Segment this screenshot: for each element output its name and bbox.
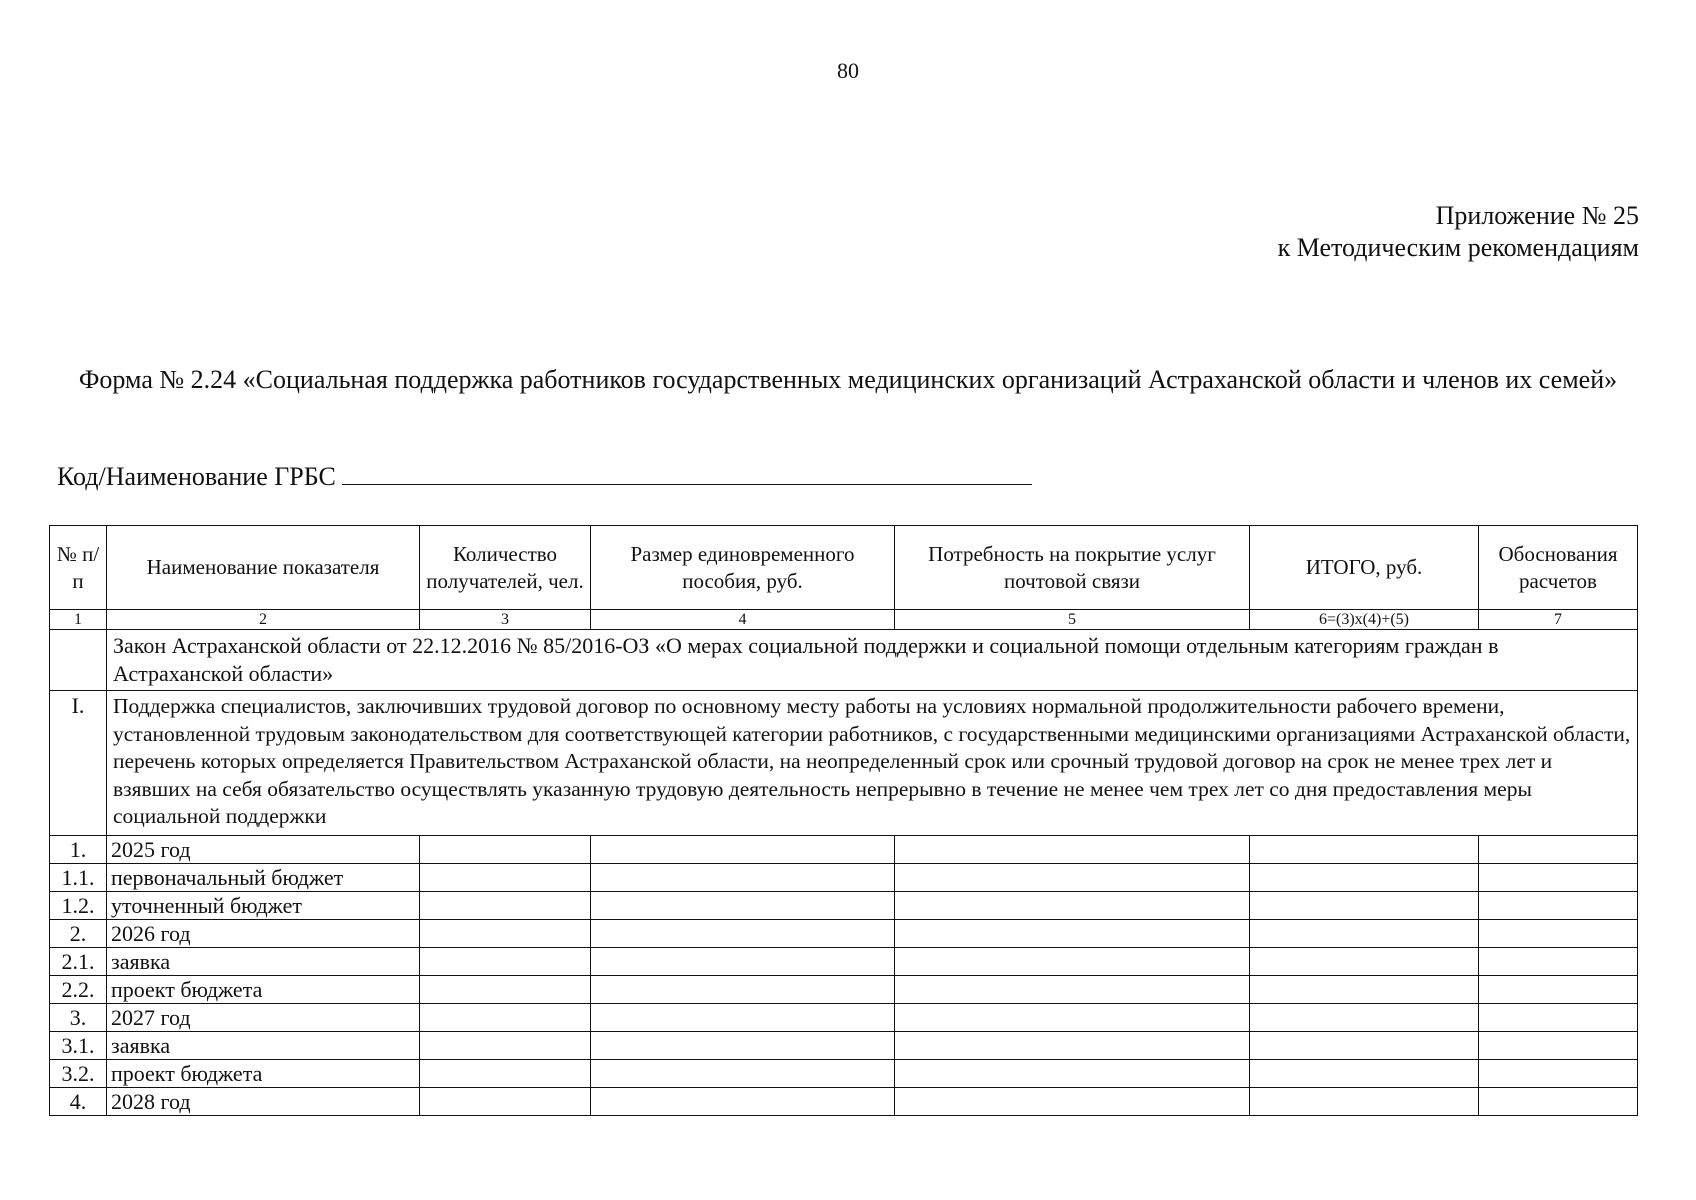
row-label: 2027 год <box>107 1004 420 1032</box>
row-label: уточненный бюджет <box>107 892 420 920</box>
table-row <box>50 836 1638 864</box>
row-recipients-cell <box>420 1004 591 1032</box>
row-justification-cell <box>1479 1060 1638 1088</box>
row-label: 2025 год <box>107 836 420 864</box>
table-row <box>50 976 1638 1004</box>
row-total-cell <box>1250 1004 1479 1032</box>
row-total-cell <box>1250 976 1479 1004</box>
appendix-line-2: к Методическим рекомендациям <box>1277 233 1639 262</box>
row-recipients-cell <box>420 864 591 892</box>
grbs-field <box>57 462 1032 492</box>
row-allowance-cell <box>591 892 895 920</box>
row-total-cell <box>1250 864 1479 892</box>
header-total: ИТОГО, руб. <box>1250 526 1479 610</box>
row-postal-cell <box>895 1088 1250 1116</box>
row-num: 3. <box>50 1004 107 1032</box>
row-postal-cell <box>895 892 1250 920</box>
colnum-cell: 7 <box>1479 610 1638 630</box>
table-row <box>50 1088 1638 1116</box>
row-recipients-cell <box>420 892 591 920</box>
table-row <box>50 1032 1638 1060</box>
row-total-cell <box>1250 1060 1479 1088</box>
row-justification-cell <box>1479 1032 1638 1060</box>
column-number-row <box>50 610 1638 630</box>
row-num: 2.2. <box>50 976 107 1004</box>
law-num-cell <box>50 630 107 691</box>
grbs-fill-line <box>342 462 1032 485</box>
row-label: первоначальный бюджет <box>107 864 420 892</box>
row-label: заявка <box>107 1032 420 1060</box>
row-total-cell <box>1250 948 1479 976</box>
row-justification-cell <box>1479 892 1638 920</box>
header-indicator: Наименование показателя <box>107 526 420 610</box>
header-num: № п/п <box>50 526 107 610</box>
row-recipients-cell <box>420 1032 591 1060</box>
row-postal-cell <box>895 1060 1250 1088</box>
row-allowance-cell <box>591 1060 895 1088</box>
row-num: 2. <box>50 920 107 948</box>
row-total-cell <box>1250 1032 1479 1060</box>
table-row <box>50 892 1638 920</box>
page-number: 80 <box>837 58 859 83</box>
row-label: проект бюджета <box>107 976 420 1004</box>
row-postal-cell <box>895 976 1250 1004</box>
row-postal-cell <box>895 836 1250 864</box>
row-allowance-cell <box>591 948 895 976</box>
appendix-line-1: Приложение № 25 <box>1435 201 1639 230</box>
row-allowance-cell <box>591 1004 895 1032</box>
row-postal-cell <box>895 864 1250 892</box>
row-justification-cell <box>1479 864 1638 892</box>
section-row <box>50 691 1638 836</box>
header-row <box>50 526 1638 610</box>
section-text: Поддержка специалистов, заключивших трудовой договор по основному месту работы на условиях нормальной продолжительности рабочего времени, установленной трудовым законодательством для соответствующей категории работников, с государственными медицинскими организациями Астраханской области, перечень которых определяется Правительством Астраханской области, на неопределенный срок или срочный трудовой договор на срок не менее трех лет и взявших на себя обязательство осуществлять указанную трудовую деятельность непрерывно в течение не менее чем трех лет со дня предоставления меры социальной поддержки <box>107 691 1638 836</box>
row-total-cell <box>1250 920 1479 948</box>
colnum-cell: 1 <box>50 610 107 630</box>
row-total-cell <box>1250 836 1479 864</box>
row-allowance-cell <box>591 976 895 1004</box>
row-postal-cell <box>895 1032 1250 1060</box>
row-num: 4. <box>50 1088 107 1116</box>
row-num: 1. <box>50 836 107 864</box>
row-label: 2026 год <box>107 920 420 948</box>
law-text: Закон Астраханской области от 22.12.2016 № 85/2016-ОЗ «О мерах социальной поддержки и социальной помощи отдельным категориям граждан в Астраханской области» <box>107 630 1638 691</box>
row-allowance-cell <box>591 836 895 864</box>
row-recipients-cell <box>420 836 591 864</box>
row-justification-cell <box>1479 1088 1638 1116</box>
row-postal-cell <box>895 948 1250 976</box>
header-postal: Потребность на покрытие услуг почтовой связи <box>895 526 1250 610</box>
row-num: 3.2. <box>50 1060 107 1088</box>
row-num: 3.1. <box>50 1032 107 1060</box>
row-num: 1.1. <box>50 864 107 892</box>
form-title: Форма № 2.24 «Социальная поддержка работников государственных медицинских организаций Астраханской области и членов их семей» <box>78 365 1618 394</box>
table-row <box>50 920 1638 948</box>
colnum-cell: 4 <box>591 610 895 630</box>
row-allowance-cell <box>591 864 895 892</box>
row-label: 2028 год <box>107 1088 420 1116</box>
header-recipients: Количество получателей, чел. <box>420 526 591 610</box>
row-recipients-cell <box>420 920 591 948</box>
row-allowance-cell <box>591 920 895 948</box>
header-allowance: Размер единовременного пособия, руб. <box>591 526 895 610</box>
table-row <box>50 1004 1638 1032</box>
row-recipients-cell <box>420 976 591 1004</box>
row-allowance-cell <box>591 1032 895 1060</box>
colnum-cell: 6=(3)х(4)+(5) <box>1250 610 1479 630</box>
colnum-cell: 5 <box>895 610 1250 630</box>
row-justification-cell <box>1479 948 1638 976</box>
law-row <box>50 630 1638 691</box>
colnum-cell: 2 <box>107 610 420 630</box>
header-justification: Обоснования расчетов <box>1479 526 1638 610</box>
colnum-cell: 3 <box>420 610 591 630</box>
row-recipients-cell <box>420 1060 591 1088</box>
section-num: I. <box>50 691 107 836</box>
table-row <box>50 1060 1638 1088</box>
appendix-note <box>1278 200 1639 264</box>
row-justification-cell <box>1479 836 1638 864</box>
row-justification-cell <box>1479 920 1638 948</box>
row-postal-cell <box>895 1004 1250 1032</box>
form-table <box>49 525 1638 1116</box>
row-justification-cell <box>1479 976 1638 1004</box>
row-num: 2.1. <box>50 948 107 976</box>
row-recipients-cell <box>420 948 591 976</box>
table-row <box>50 864 1638 892</box>
row-label: заявка <box>107 948 420 976</box>
grbs-label: Код/Наименование ГРБС <box>57 462 336 491</box>
row-recipients-cell <box>420 1088 591 1116</box>
table-row <box>50 948 1638 976</box>
row-num: 1.2. <box>50 892 107 920</box>
row-allowance-cell <box>591 1088 895 1116</box>
row-postal-cell <box>895 920 1250 948</box>
row-justification-cell <box>1479 1004 1638 1032</box>
row-total-cell <box>1250 1088 1479 1116</box>
row-label: проект бюджета <box>107 1060 420 1088</box>
row-total-cell <box>1250 892 1479 920</box>
